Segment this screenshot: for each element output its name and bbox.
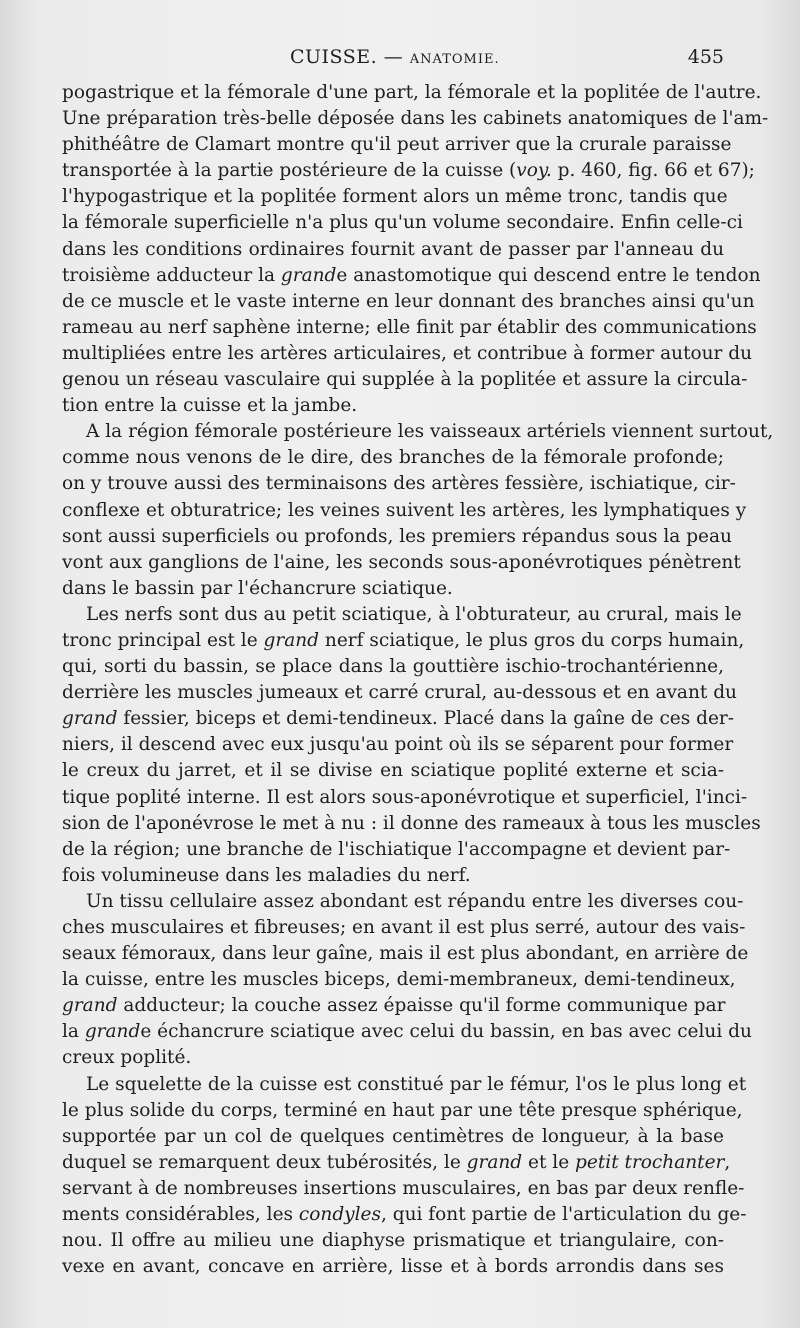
text-line: tronc principal est le grand nerf sciatique, le plus gros du corps humain, — [62, 629, 745, 651]
text-line: ments considérables, les condyles, qui font partie de l'articulation du ge- — [62, 1204, 747, 1226]
text-line: niers, il descend avec eux jusqu'au point où ils se séparent pour former — [62, 734, 734, 756]
text-line: Les nerfs sont dus au petit sciatique, à l'obturateur, au crural, mais le — [86, 603, 742, 625]
text-line: vexe en avant, concave en arrière, lisse et à bords arrondis dans ses — [62, 1256, 724, 1278]
page-number: 455 — [687, 46, 724, 68]
text-line: la grande échancrure sciatique avec celui du bassin, en bas avec celui du — [62, 1021, 752, 1043]
text-line: conflexe et obturatrice; les veines suivent les artères, les lymphatiques y — [62, 499, 747, 521]
running-title — [290, 46, 500, 68]
text-line: tique poplité interne. Il est alors sous-aponévrotique et superficiel, l'inci- — [62, 786, 748, 808]
text-line: grand fessier, biceps et demi-tendineux. Placé dans la gaîne de ces der- — [62, 708, 735, 730]
text-line: phithéâtre de Clamart montre qu'il peut arriver que la crurale paraisse — [62, 134, 732, 156]
text-line: sion de l'aponévrose le met à nu : il donne des rameaux à tous les muscles — [62, 812, 761, 834]
text-line: pogastrique et la fémorale d'une part, la fémorale et la poplitée de l'autre. — [62, 82, 762, 103]
text-line: rameau au nerf saphène interne; elle finit par établir des communications — [62, 316, 757, 338]
text-line: multipliées entre les artères articulaires, et contribue à former autour du — [62, 342, 753, 364]
text-line: dans le bassin par l'échancrure sciatique. — [62, 577, 453, 599]
text-line: comme nous venons de le dire, des branches de la fémorale profonde; — [62, 447, 724, 469]
text-line: nou. Il offre au milieu une diaphyse prismatique et triangulaire, con- — [62, 1230, 724, 1252]
text-line: seaux fémoraux, dans leur gaîne, mais il est plus abondant, en arrière de — [62, 943, 749, 965]
text-line: de ce muscle et le vaste interne en leur donnant des branches ainsi qu'un — [62, 290, 755, 312]
paragraph — [62, 419, 774, 602]
text-line: fois volumineuse dans les maladies du nerf. — [62, 864, 471, 886]
text-line: l'hypogastrique et la poplitée forment alors un même tronc, tandis que — [62, 186, 728, 208]
text-line: sont aussi superficiels ou profonds, les premiers répandus sous la peau — [62, 525, 732, 547]
text-line: le plus solide du corps, terminé en haut par une tête presque sphérique, — [62, 1099, 743, 1121]
text-line: vont aux ganglions de l'aine, les seconds sous-aponévrotiques pénètrent — [62, 551, 741, 573]
text-line: Un tissu cellulaire assez abondant est répandu entre les diverses cou- — [86, 890, 744, 912]
text-line: Une préparation très-belle déposée dans les cabinets anatomiques de l'am- — [62, 108, 769, 130]
text-line: la fémorale superficielle n'a plus qu'un volume secondaire. Enfin celle-ci — [62, 212, 743, 234]
text-line: Le squelette de la cuisse est constitué par le fémur, l'os le plus long et — [86, 1073, 747, 1095]
text-line: troisième adducteur la grande anastomotique qui descend entre le tendon — [62, 264, 761, 286]
text-line: tion entre la cuisse et la jambe. — [62, 395, 358, 417]
running-header — [62, 46, 724, 76]
text-line: derrière les muscles jumeaux et carré crural, au-dessous et en avant du — [62, 682, 737, 704]
text-line: on y trouve aussi des terminaisons des artères fessière, ischiatique, cir- — [62, 473, 736, 495]
text-line: qui, sorti du bassin, se place dans la gouttière ischio-trochantérienne, — [62, 656, 724, 678]
text-line: supportée par un col de quelques centimètres de longueur, à la base — [62, 1125, 724, 1147]
text-line: A la région fémorale postérieure les vaisseaux artériels viennent surtout, — [86, 421, 774, 443]
text-line: servant à de nombreuses insertions musculaires, en bas par deux renfle- — [62, 1177, 745, 1199]
text-line: creux poplité. — [62, 1047, 192, 1069]
text-line: ches musculaires et fibreuses; en avant il est plus serré, autour des vais- — [62, 917, 746, 938]
text-line: la cuisse, entre les muscles biceps, demi-membraneux, demi-tendineux, — [62, 969, 736, 991]
text-line: genou un réseau vasculaire qui supplée à la poplitée et assure la circula- — [62, 369, 748, 391]
text-line: duquel se remarquent deux tubérosités, le grand et le petit trochanter, — [62, 1151, 731, 1173]
paragraph — [62, 1072, 747, 1281]
header-separator: — — [383, 46, 404, 68]
text-line: le creux du jarret, et il se divise en sciatique poplité externe et scia- — [62, 760, 724, 782]
text-line: dans les conditions ordinaires fournit avant de passer par l'anneau du — [62, 238, 724, 260]
text-line: de la région; une branche de l'ischiatique l'accompagne et devient par- — [62, 838, 731, 860]
text-line: grand adducteur; la couche assez épaisse qu'il forme communique par — [62, 995, 726, 1017]
paragraph — [62, 889, 752, 1072]
body-text — [62, 80, 774, 1280]
text-line: transportée à la partie postérieure de la cuisse (voy. p. 460, fig. 66 et 67); — [62, 160, 755, 182]
header-title-main: CUISSE. — [290, 46, 378, 68]
paragraph — [62, 602, 761, 889]
header-section: ANATOMIE. — [409, 52, 500, 67]
paragraph — [62, 80, 769, 419]
